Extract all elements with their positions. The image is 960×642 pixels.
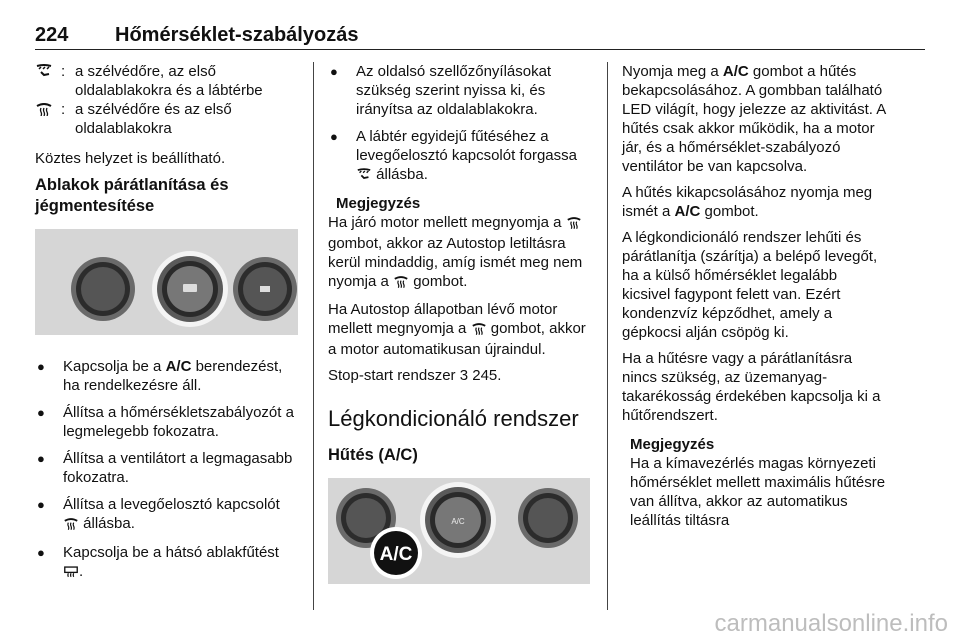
note-heading: Megjegyzés (336, 195, 421, 212)
note-heading: Megjegyzés (630, 436, 715, 453)
windscreen-defrost-icon (63, 516, 79, 535)
note-paragraph: Ha járó motor mellett megnyomja a gombot, akkor az Autostop letiltásra kerül mindaddig, amíg ismét meg nem nyomja a gombot. (328, 213, 590, 293)
page-header (35, 10, 925, 50)
column-1 (35, 62, 298, 591)
column-3 (622, 62, 888, 530)
list-item: ● Kapcsolja be a A/C berendezést, ha rendelkezésre áll. (35, 357, 298, 395)
list-item: ● Az oldalsó szellőzőnyílásokat szükség szerint nyissa ki, és irányítsa az oldalablakokra. (328, 62, 590, 119)
note-paragraph: Ha a kímavezérlés magas környezeti hőmérséklet mellett maximális hűtésre van állítva, akkor az automatikus leállítás tiltásra (630, 455, 886, 529)
climate-knobs-illustration (35, 229, 298, 335)
windscreen-feet-icon (35, 62, 61, 100)
windscreen-defrost-icon (471, 321, 487, 340)
windscreen-defrost-icon (35, 100, 61, 138)
symbol-description: a szélvédőre és az első oldalablakokra (75, 101, 232, 137)
windscreen-defrost-icon (566, 215, 582, 234)
section-heading: Ablakok párátlanítása és jégmentesítése (35, 176, 229, 215)
rear-window-heat-icon (63, 564, 79, 583)
column-2 (328, 62, 590, 584)
paragraph: Nyomja meg a A/C gombot a hűtés bekapcsolásához. A gombban található LED világít, hogy jelezze az aktivitást. A hűtés csak akkor működik, ha a motor jár, és a hőmérséklet-szabályozó ventilátor be van kapcsolva. (622, 63, 886, 175)
ac-button-photo (328, 478, 590, 584)
note-paragraph: Ha Autostop állapotban lévő motor mellett megnyomja a gombot, akkor a motor automatikusan újraindul. (328, 301, 586, 358)
watermark: carmanualsonline.info (714, 610, 948, 637)
symbol-row-defrost: : a szélvédőre és az első oldalablakokra (35, 100, 298, 138)
bullet-list (328, 62, 590, 186)
page-title: Hőmérséklet-szabályozás (115, 24, 359, 46)
ac-label: A/C (379, 544, 413, 565)
knob-label: A/C (451, 517, 465, 526)
paragraph: A hűtés kikapcsolásához nyomja meg ismét a A/C gombot. (622, 184, 873, 220)
symbol-row-feet: : a szélvédőre, az első oldalablakokra és a lábtérbe (35, 62, 298, 100)
list-item: ● Állítsa a hőmérsékletszabályozót a legmelegebb fokozatra. (35, 403, 298, 441)
ac-knobs-illustration (328, 478, 590, 584)
paragraph: A légkondicionáló rendszer lehűti és párátlanítja (szárítja) a belépő levegőt, ha a külső hőmérséklet legalább kicsivel fagypont felett van. Ezért kondenzvíz képződhet, amely a gépkocsi alján csöpög ki. (622, 229, 878, 341)
list-item: ● Állítsa a levegőelosztó kapcsolót állásba. (35, 495, 298, 535)
list-item: ● A lábtér egyidejű fűtéséhez a levegőelosztó kapcsolót forgassa állásba. (328, 127, 590, 186)
page-number: 224 (35, 24, 69, 46)
list-item: ● Állítsa a ventilátort a legmagasabb fokozatra. (35, 449, 298, 487)
windscreen-defrost-icon (393, 274, 409, 293)
windscreen-feet-icon (356, 167, 372, 186)
list-item: ● Kapcsolja be a hátsó ablakfűtést . (35, 543, 298, 583)
column-divider (313, 62, 314, 610)
bullet-list (35, 357, 298, 583)
column-divider (607, 62, 608, 610)
paragraph: Köztes helyzet is beállítható. (35, 150, 226, 167)
subsection-heading: Hűtés (A/C) (328, 446, 418, 464)
paragraph: Ha a hűtésre vagy a párátlanításra nincs szükség, az üzemanyag-takarékosság érdekében kapcsolja ki a hűtőrendszert. (622, 350, 881, 424)
symbol-description: a szélvédőre, az első oldalablakokra és a lábtérbe (75, 63, 263, 99)
climate-control-photo (35, 229, 298, 335)
cross-reference[interactable]: Stop-start rendszer 3 245. (328, 367, 502, 384)
section-heading: Légkondicionáló rendszer (328, 406, 579, 431)
arrow-reference-icon: 3 (459, 367, 469, 384)
